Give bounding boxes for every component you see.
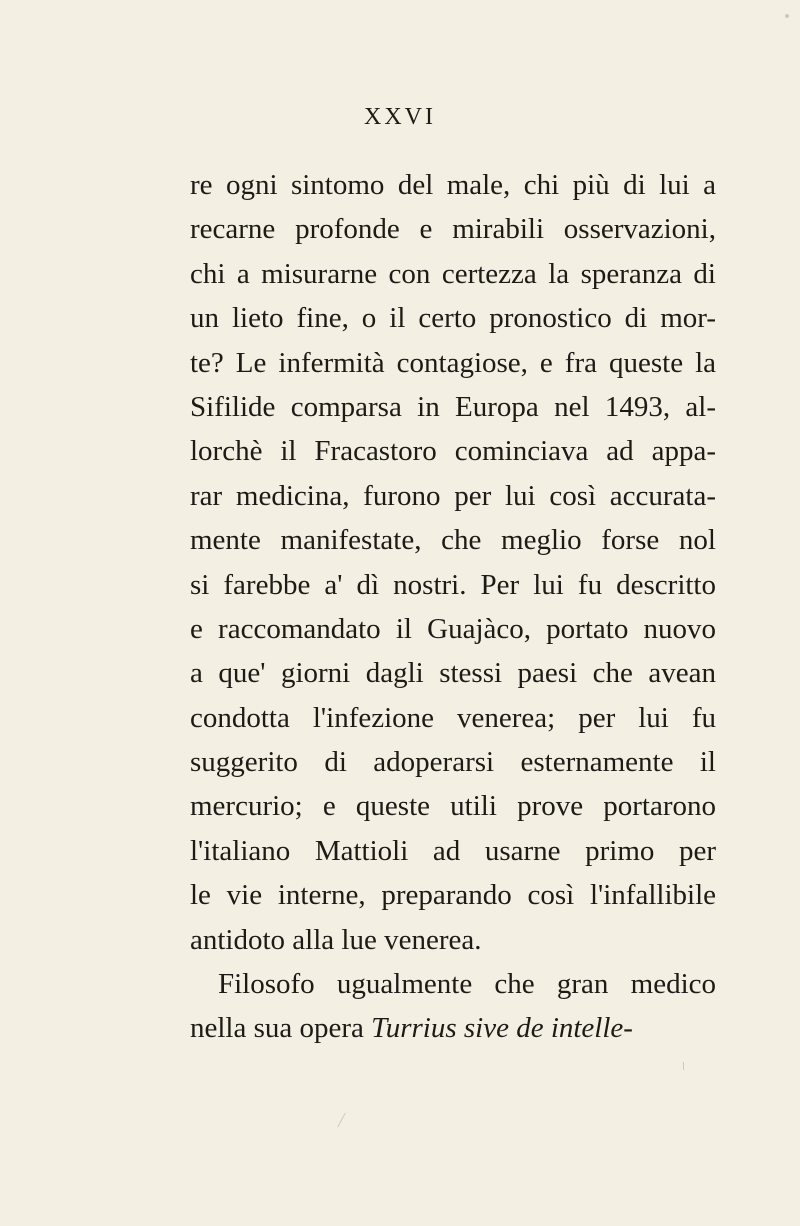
paper-speck <box>785 14 789 18</box>
page-number: XXVI <box>364 104 436 130</box>
work-title: Turrius sive de intelle- <box>371 1012 633 1045</box>
paper-speck <box>683 1062 684 1070</box>
text-line: chi a misurarne con certezza la speranza di <box>190 257 716 290</box>
text-line: si farebbe a' dì nostri. Per lui fu descritto <box>190 568 716 601</box>
text-line: e raccomandato il Guajàco, portato nuovo <box>190 612 716 645</box>
text-line: a que' giorni dagli stessi paesi che avean <box>190 657 716 690</box>
line-text: nella sua opera <box>190 1012 372 1045</box>
text-line: Sifilide comparsa in Europa nel 1493, al- <box>190 390 716 423</box>
text-line: l'italiano Mattioli ad usarne primo per <box>190 834 716 867</box>
paragraph-start-line: Filosofo ugualmente che gran medico <box>218 968 716 1001</box>
text-line: un lieto fine, o il certo pronostico di mor- <box>190 302 716 335</box>
paragraph-end-line: antidoto alla lue venerea. <box>190 923 482 956</box>
text-line: rar medicina, furono per lui così accurata- <box>190 479 716 512</box>
text-line: te? Le infermità contagiose, e fra queste la <box>190 346 716 379</box>
text-line: recarne profonde e mirabili osservazioni, <box>190 213 716 246</box>
text-line: suggerito di adoperarsi esternamente il <box>190 746 716 779</box>
text-line: condotta l'infezione venerea; per lui fu <box>190 701 716 734</box>
text-line-with-title <box>190 1006 716 1050</box>
paper-speck <box>337 1113 345 1128</box>
text-line: lorchè il Fracastoro cominciava ad appa- <box>190 435 716 468</box>
body-text <box>190 163 716 1051</box>
text-line: le vie interne, preparando così l'infallibile <box>190 879 716 912</box>
text-line: mercurio; e queste utili prove portarono <box>190 790 716 823</box>
text-line: mente manifestate, che meglio forse nol <box>190 524 716 557</box>
text-line: re ogni sintomo del male, chi più di lui a <box>190 169 716 201</box>
